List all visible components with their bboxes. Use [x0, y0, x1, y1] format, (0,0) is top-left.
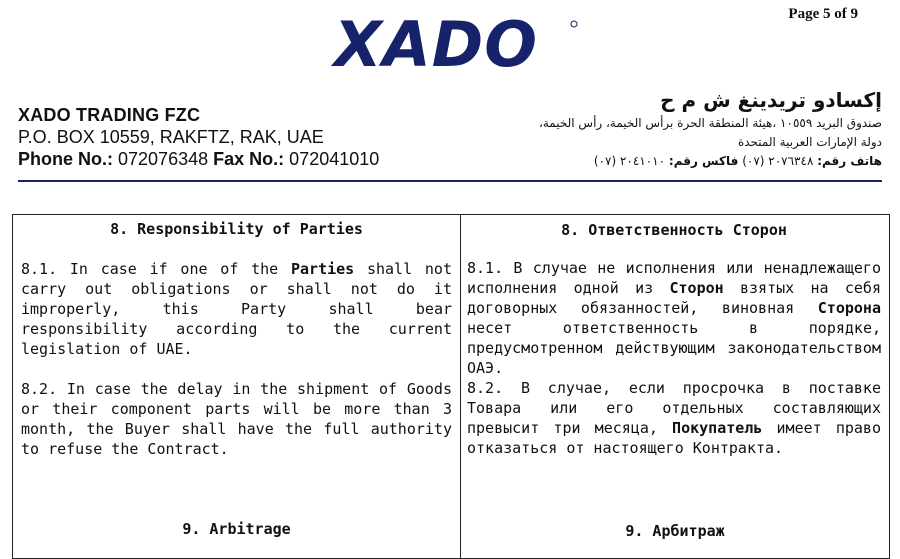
fax-label: Fax No.: [213, 149, 285, 169]
registered-mark-icon [571, 21, 577, 27]
page-number: Page 5 of 9 [788, 6, 858, 22]
fax-label-arabic: فاكس رقم: [668, 154, 739, 168]
company-info-arabic [539, 86, 882, 171]
clause-8-1-en [21, 259, 452, 359]
clause-8-2-ru-bold: Покупатель [672, 419, 763, 437]
company-phone-fax [18, 148, 379, 170]
phone-label: Phone No.: [18, 149, 113, 169]
clause-8-1-ru-text-a: 8.1. В случае не исполнения или ненадлежащего исполнения одной из [467, 259, 881, 297]
russian-column [461, 215, 889, 558]
clause-8-1-en-bold: Parties [290, 260, 355, 278]
clause-8-1-en-text-a: 8.1. In case if one of the [21, 260, 291, 278]
fax-number: 072041010 [289, 149, 380, 169]
clause-8-2-ru-text-a: 8.2. В случае, если просрочка в поставке Товара или его отдельных составляющих превысит три месяца, [467, 379, 881, 437]
logo-text: XADO [334, 12, 538, 74]
section-9-title-en: 9. Arbitrage [182, 520, 291, 538]
section-9-title-ru: 9. Арбитраж [625, 522, 725, 540]
company-address-arabic-1: صندوق البريد ١٠٥٥٩ ،هيئة المنطقة الحرة برأس الخيمة، رأس الخيمة، [539, 116, 882, 130]
clause-8-1-ru-bold-2: Сторона [817, 299, 881, 317]
header-divider [18, 180, 882, 182]
clause-8-2-ru-text-b: имеет право отказаться от настоящего Контракта. [467, 419, 881, 457]
company-address-arabic-2: دولة الإمارات العربية المتحدة [737, 135, 882, 149]
clause-8-2-ru [467, 378, 881, 458]
company-info-english [18, 104, 379, 170]
company-name-arabic: إكسادو تريدينغ ش م ح [660, 88, 882, 112]
company-name: XADO TRADING FZC [18, 105, 201, 125]
fax-number-arabic: (٠٧) ٢٠٤١٠١٠ [593, 154, 666, 168]
clause-8-1-ru-text-b: взятых на себя договорных обязанностей, виновная [467, 279, 881, 317]
company-address: P.O. BOX 10559, RAKFTZ, RAK, UAE [18, 127, 324, 147]
english-column [13, 215, 461, 558]
clause-8-2-en: 8.2. In case the delay in the shipment of Goods or their component parts will be more than 3 month, the Buyer shall have the full authority to refuse the Contract. [21, 380, 452, 458]
clause-8-1-ru-text-c: несет ответственность в порядке, предусмотренном действующим законодательством ОАЭ. [467, 319, 881, 377]
phone-number-arabic: (٠٧) ٢٠٧٦٣٤٨ [742, 154, 814, 168]
section-8-title-ru: 8. Ответственность Сторон [561, 221, 787, 239]
section-8-title-en: 8. Responsibility of Parties [110, 220, 363, 238]
company-phone-fax-arabic [539, 152, 882, 171]
clause-8-1-en-text-b: shall not carry out obligations or shall not do it improperly, this Party shall bear responsibility according to the current legislation of UAE. [21, 260, 452, 358]
clause-8-1-ru-bold-1: Сторон [669, 279, 724, 297]
contract-table [12, 214, 890, 559]
phone-number: 072076348 [118, 149, 209, 169]
clause-8-1-ru [467, 258, 881, 378]
xado-logo [330, 12, 580, 74]
phone-label-arabic: هاتف رقم: [817, 154, 882, 168]
